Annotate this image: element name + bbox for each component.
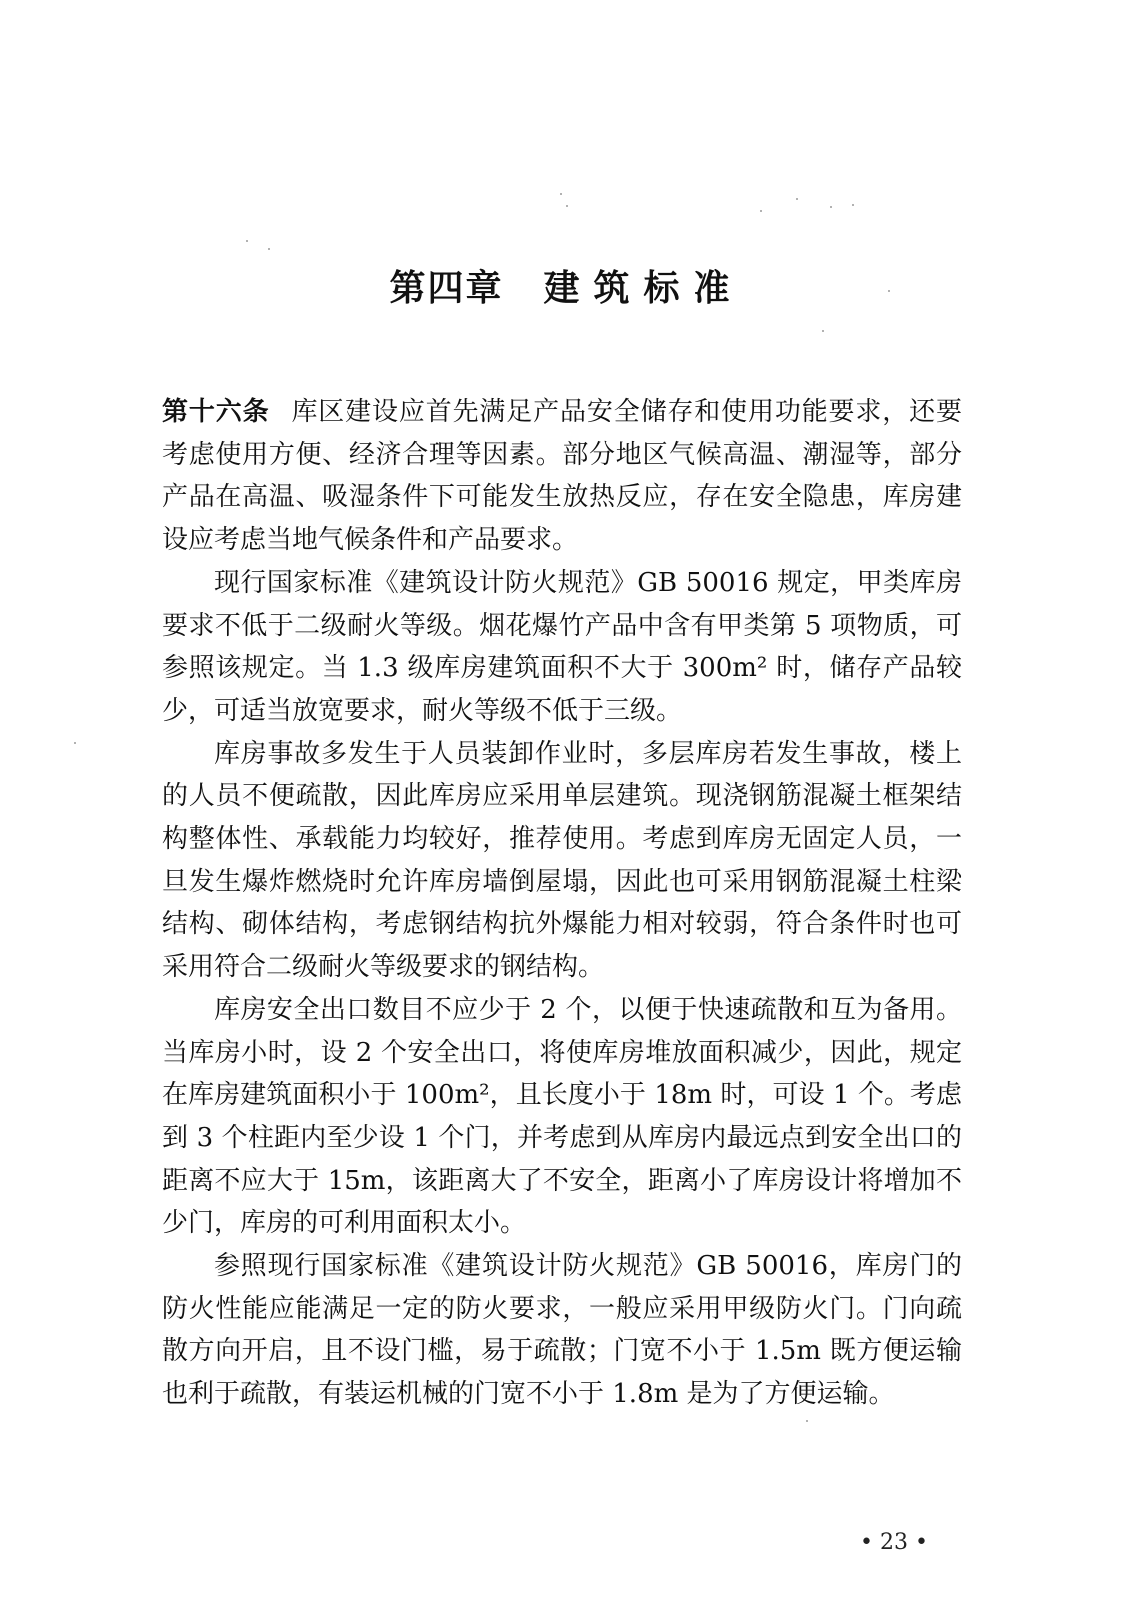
- scan-speck: [760, 210, 762, 212]
- scan-speck: [822, 330, 824, 332]
- chapter-number: 第四章: [389, 268, 504, 309]
- scan-speck: [830, 206, 832, 208]
- paragraph-doors: 参照现行国家标准《建筑设计防火规范》GB 50016，库房门的防火性能应能满足一定的防火要求，一般应采用甲级防火门。门向疏散方向开启，且不设门槛，易于疏散；门宽不小于 1.5m 既方便运输也利于疏散，有装运机械的门宽不小于 1.8m 是为了方便运输。: [162, 1251, 962, 1410]
- body-text: [162, 391, 962, 1416]
- scan-speck: [806, 1420, 808, 1422]
- page-number: • 23 •: [860, 1530, 928, 1555]
- scan-speck: [268, 248, 270, 250]
- article-paragraph: [162, 391, 962, 562]
- paragraph-fire-rating: 现行国家标准《建筑设计防火规范》GB 50016 规定，甲类库房要求不低于二级耐火等级。烟花爆竹产品中含有甲类第 5 项物质，可参照该规定。当 1.3 级库房建筑面积不大于 300m² 时，储存产品较少，可适当放宽要求，耐火等级不低于三级。: [162, 567, 962, 726]
- chapter-title: [0, 260, 1133, 311]
- scan-speck: [566, 205, 568, 207]
- scan-speck: [560, 193, 562, 195]
- chapter-name: 建筑标准: [543, 268, 744, 309]
- article-text: 库区建设应首先满足产品安全储存和使用功能要求，还要考虑使用方便、经济合理等因素。部分地区气候高温、潮湿等，部分产品在高温、吸湿条件下可能发生放热反应，存在安全隐患，库房建设应考虑当地气候条件和产品要求。: [162, 397, 962, 556]
- article-label: 第十六条: [162, 397, 270, 427]
- paragraph-structure: 库房事故多发生于人员装卸作业时，多层库房若发生事故，楼上的人员不便疏散，因此库房应采用单层建筑。现浇钢筋混凝土框架结构整体性、承载能力均较好，推荐使用。考虑到库房无固定人员，一旦发生爆炸燃烧时允许库房墙倒屋塌，因此也可采用钢筋混凝土柱梁结构、砌体结构，考虑钢结构抗外爆能力相对较弱，符合条件时也可采用符合二级耐火等级要求的钢结构。: [162, 738, 962, 983]
- scan-speck: [852, 204, 854, 206]
- scan-speck: [246, 240, 248, 242]
- scan-speck: [796, 198, 798, 200]
- scan-speck: [74, 742, 76, 744]
- paragraph-exits: 库房安全出口数目不应少于 2 个，以便于快速疏散和互为备用。当库房小时，设 2 个安全出口，将使库房堆放面积减少，因此，规定在库房建筑面积小于 100m²，且长度小于 18m 时，可设 1 个。考虑到 3 个柱距内至少设 1 个门，并考虑到从库房内最远点到安全出口的距离不应大于 15m，该距离大了不安全，距离小了库房设计将增加不少门，库房的可利用面积太小。: [162, 994, 962, 1239]
